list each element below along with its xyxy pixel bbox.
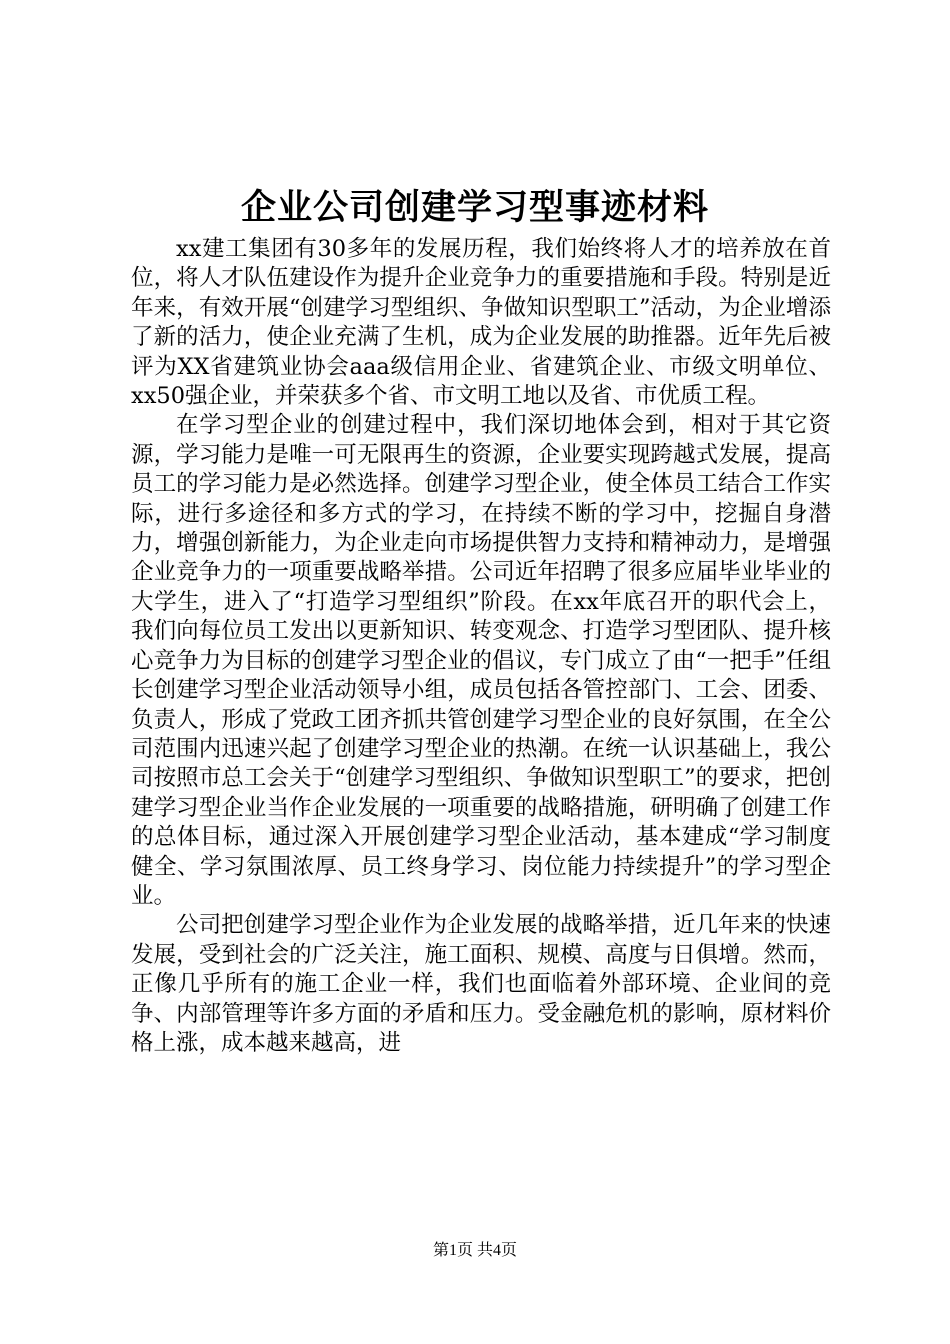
paragraph: 在学习型企业的创建过程中，我们深切地体会到，相对于其它资源，学习能力是唯一可无限再生的资源，企业要实现跨越式发展，提高员工的学习能力是必然选择。创建学习型企业，使全体员工结合工作实际，进行多途径和多方式的学习，在持续不断的学习中，挖掘自身潜力，增强创新能力，为企业走向市场提供智力支持和精神动力，是增强企业竞争力的一项重要战略举措。公司近年招聘了很多应届毕业毕业的大学生，进入了“打造学习型组织”阶段。在xx年底召开的职代会上，我们向每位员工发出以更新知识、转变观念、打造学习型团队、提升核心竞争力为目标的创建学习型企业的倡议，专门成立了由“一把手”任组长创建学习型企业活动领导小组，成员包括各管控部门、工会、团委、负责人，形成了党政工团齐抓共管创建学习型企业的良好氛围，在全公司范围内迅速兴起了创建学习型企业的热潮。在统一认识基础上，我公司按照市总工会关于“创建学习型组织、争做知识型职工”的要求，把创建学习型企业当作企业发展的一项重要的战略措施，研明确了创建工作的总体目标，通过深入开展创建学习型企业活动，基本建成“学习制度健全、学习氛围浓厚、员工终身学习、岗位能力持续提升”的学习型企业。 bbox=[131, 412, 831, 909]
paragraph: 公司把创建学习型企业作为企业发展的战略举措，近几年来的快速发展，受到社会的广泛关注，施工面积、规模、高度与日俱增。然而，正像几乎所有的施工企业一样，我们也面临着外部环境、企业间的竞争、内部管理等许多方面的矛盾和压力。受金融危机的影响，原材料价格上涨，成本越来越高，进 bbox=[131, 912, 831, 1056]
page-number-footer: 第1页 共4页 bbox=[432, 1242, 517, 1259]
paragraph: xx建工集团有30多年的发展历程，我们始终将人才的培养放在首位，将人才队伍建设作为提升企业竞争力的重要措施和手段。特别是近年来，有效开展“创建学习型组织、争做知识型职工”活动，为企业增添了新的活力，使企业充满了生机，成为企业发展的助推器。近年先后被评为XX省建筑业协会aaa级信用企业、省建筑企业、市级文明单位、xx50强企业，并荣获多个省、市文明工地以及省、市优质工程。 bbox=[131, 236, 831, 410]
page-title: 企业公司创建学习型事迹材料 bbox=[240, 187, 709, 228]
document-body bbox=[131, 235, 831, 1058]
